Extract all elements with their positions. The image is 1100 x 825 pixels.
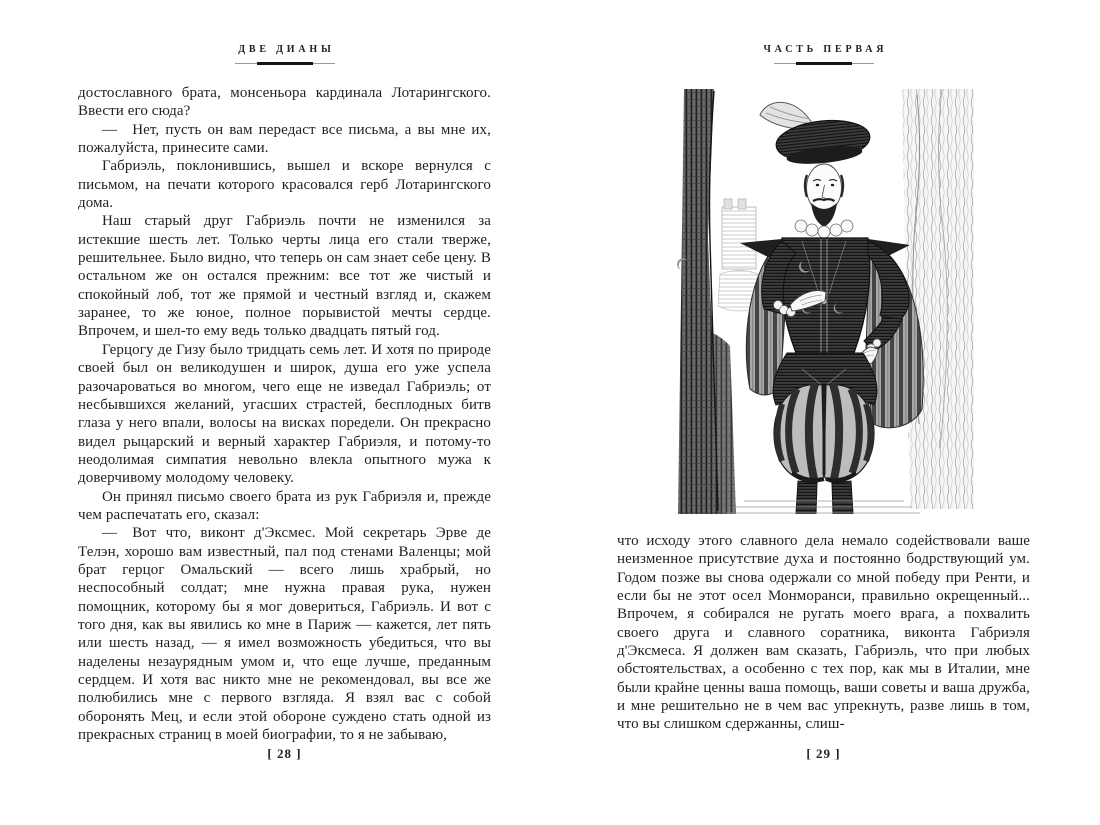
paragraph: Наш старый друг Габриэль почти не изменился за истекшие шесть лет. Только черты лица его стали тверже, решительнее. Было видно, что теперь он сам знает себе цену. В остальном же он остался прежним: все тот же чистый и спокойный лоб, тот же прямой и честный взгляд и, скажем заранее, то же юное, полное порывистой мечты сердце. Впрочем, и шел-то ему ведь только двадцать пятый год. [78,213,491,340]
legs [796,481,853,514]
page-left [78,44,491,784]
portrait-engraving [674,89,974,514]
header-rule-left [235,62,335,65]
header-rule-right [774,62,874,65]
page-left-text [78,84,491,744]
paragraph: Герцогу де Гизу было тридцать семь лет. И хотя по природе своей был он великодушен и широк, душа его уже успела разочароваться во многом, чего еще не изведал Габриэль; от несбывшихся желаний, угасших страстей, бесплодных битв глаза у него впали, волосы на висках поредели. Он прекрасно видел рыцарский и верный характер Габриэля, и потому-то неодолимая симпатия невольно влекла опытного мужа к доверчивому молодому человеку. [78,341,491,487]
page-right [617,44,1030,784]
running-head-left: ДВЕ ДИАНЫ [238,44,335,55]
paragraph: Он принял письмо своего брата из рук Габриэля и, прежде чем распечатать его, сказал: [78,488,491,523]
page-number-left: [ 28 ] [267,746,302,761]
paragraph: — Нет, пусть он вам передаст все письма, а вы мне их, пожалуйста, принесите сами. [78,121,491,157]
paragraph: — Вот что, виконт д'Эксмес. Мой секретарь Эрве де Телэн, хорошо вам известный, пал под стенами Валенцы; мой брат герцог Омальский — всего лишь храбрый, но неспособный солдат; мне нужна правая рука, нужен помощник, которому бы я мог довериться, Габриэль. И вот с того дня, как вы явились ко мне в Париж — кажется, лет пять или шесть назад, — я имел возможность убедиться, что вы наделены незаурядным умом и, что еще лучше, преданным сердцем. И хотя вас никто мне не рекомендовал, вы все же полюбились мне с первого взгляда. Я взял вас с собой оборонять Мец, и если этой обороне суждено стать одной из прекрасных страниц в моей биографии, то я не забываю, [78,525,491,744]
paragraph: достославного брата, монсеньора кардинала Лотарингского. Ввести его сюда? [78,85,491,120]
running-head-right: ЧАСТЬ ПЕРВАЯ [763,44,888,55]
paragraph: что исходу этого славного дела немало содействовали ваше неизменное присутствие духа и постоянно бодрствующий ум. Годом позже вы снова одержали со мной победу при Ренти, и если бы не этот осел Монморанси, правильно окрещенный... Впрочем, я собирался не ругать моего врага, а похвалить своего друга и славного соратника, виконта Габриэля д'Эксмеса. Я должен вам сказать, Габриэль, что при любых обстоятельствах, а особенно с тех пор, как мы в Италии, мне были крайне ценны ваша помощь, ваши советы и ваша дружба, и мне решительно не в чем вас упрекнуть, разве лишь в том, что вы слишком сдержанны, слиш- [617,533,1030,733]
paragraph: Габриэль, поклонившись, вышел и вскоре вернулся с письмом, на печати которого красовался герб Лотарингского дома. [78,158,491,212]
page-number-right: [ 29 ] [806,746,841,761]
page-right-text [617,532,1030,734]
face [805,164,843,227]
ground-shadow [726,501,920,513]
trunk-hose [774,384,874,482]
